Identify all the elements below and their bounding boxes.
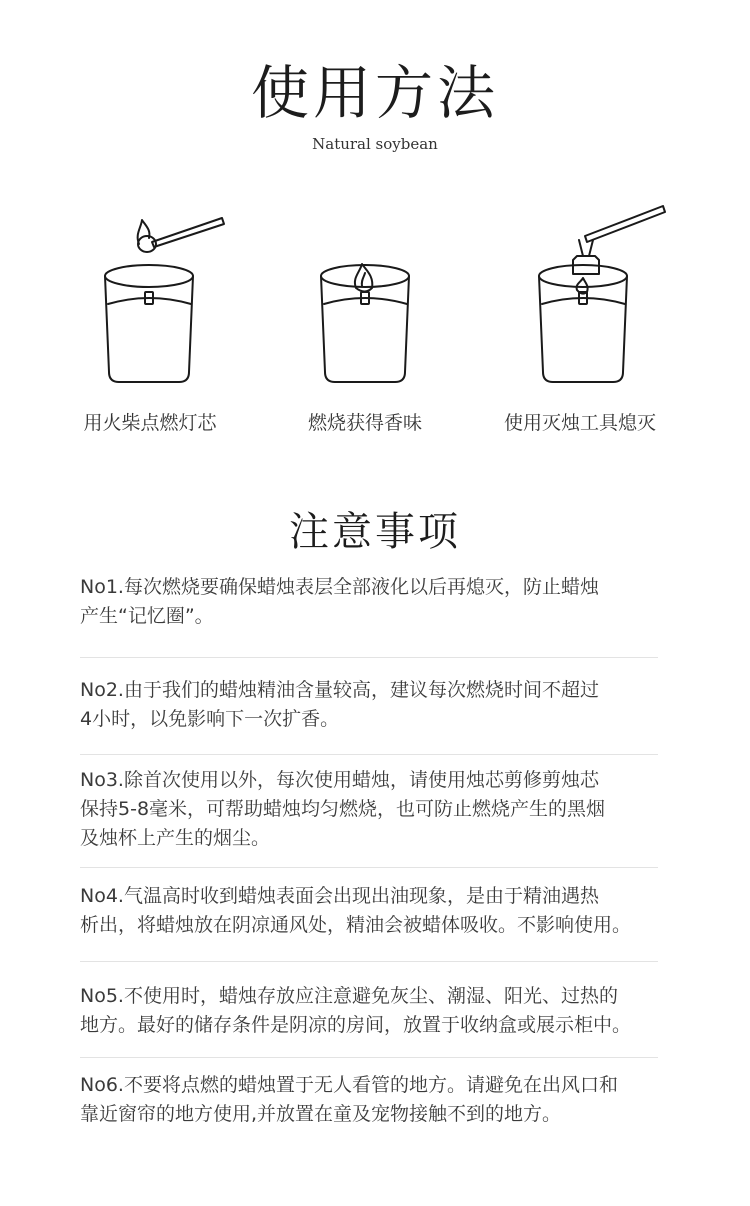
step-3-label: 使用灭烛工具熄灭 (503, 412, 656, 434)
note-6 (80, 1071, 690, 1129)
usage-subtitle: Natural soybean (312, 135, 438, 153)
usage-step-2 (250, 200, 480, 435)
note-2-line-1: No2.由于我们的蜡烛精油含量较高，建议每次燃烧时间不超过 (80, 679, 599, 701)
note-1-line-2: 产生“记忆圈”。 (80, 605, 214, 627)
note-divider (80, 657, 658, 658)
note-4-line-2: 析出，将蜡烛放在阴凉通风处，精油会被蜡体吸收。不影响使用。 (80, 914, 632, 936)
note-5-line-2: 地方。最好的储存条件是阴凉的房间，放置于收纳盒或展示柜中。 (80, 1014, 632, 1036)
note-divider (80, 867, 658, 868)
notes-title: 注意事项 (289, 509, 461, 555)
note-3-line-2: 保持5-8毫米，可帮助蜡烛均匀燃烧，也可防止燃烧产生的黑烟 (80, 798, 606, 820)
note-1-line-1: No1.每次燃烧要确保蜡烛表层全部液化以后再熄灭，防止蜡烛 (80, 576, 599, 598)
note-4 (80, 882, 690, 940)
usage-step-1 (35, 200, 265, 435)
note-5 (80, 982, 690, 1040)
match-lighting-candle-icon (35, 200, 265, 390)
note-1 (80, 573, 690, 631)
step-1-label: 用火柴点燃灯芯 (83, 412, 217, 434)
note-3 (80, 766, 690, 853)
note-divider (80, 1057, 658, 1058)
note-6-line-2: 靠近窗帘的地方使用,并放置在童及宠物接触不到的地方。 (80, 1103, 562, 1125)
usage-title: 使用方法 (250, 59, 499, 127)
note-2-line-2: 4小时，以免影响下一次扩香。 (80, 708, 340, 730)
candle-snuffer-icon (465, 200, 695, 390)
note-2 (80, 676, 690, 734)
note-divider (80, 961, 658, 962)
note-3-line-1: No3.除首次使用以外，每次使用蜡烛，请使用烛芯剪修剪烛芯 (80, 769, 599, 791)
note-5-line-1: No5.不使用时，蜡烛存放应注意避免灰尘、潮湿、阳光、过热的 (80, 985, 618, 1007)
step-2-label: 燃烧获得香味 (307, 412, 422, 434)
note-6-line-1: No6.不要将点燃的蜡烛置于无人看管的地方。请避免在出风口和 (80, 1074, 618, 1096)
note-3-line-3: 及烛杯上产生的烟尘。 (80, 827, 271, 849)
burning-candle-icon (250, 200, 480, 390)
note-4-line-1: No4.气温高时收到蜡烛表面会出现出油现象，是由于精油遇热 (80, 885, 599, 907)
usage-step-3 (465, 200, 695, 435)
note-divider (80, 754, 658, 755)
